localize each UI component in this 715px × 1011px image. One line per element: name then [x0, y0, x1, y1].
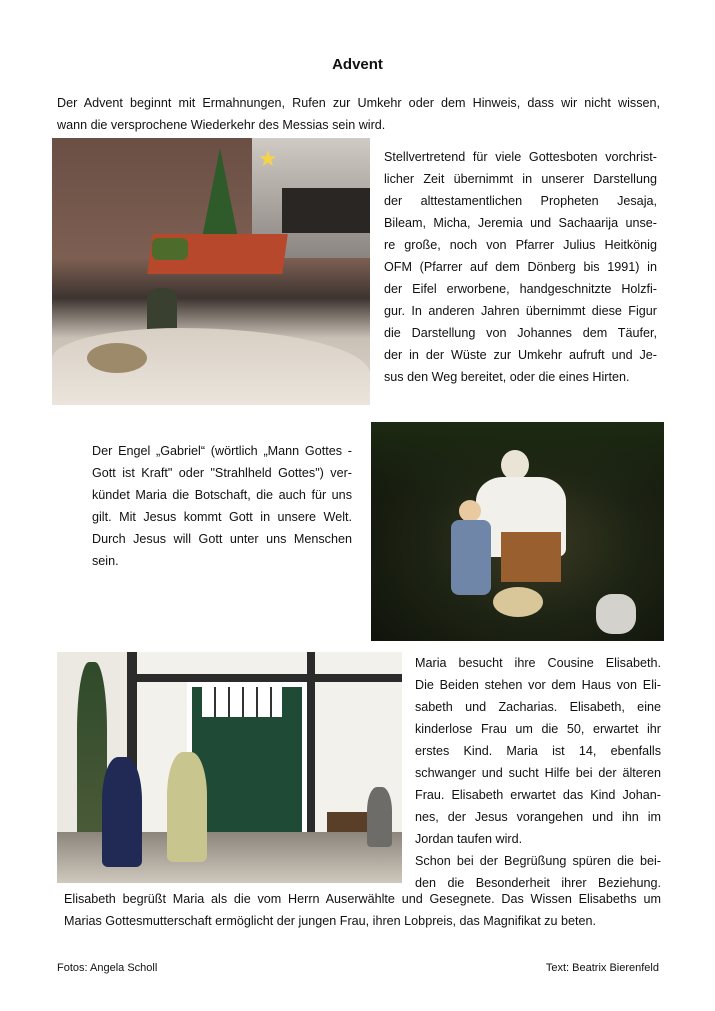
text-line: Frau. Elisabeth erwartet das Kind Johan- — [415, 788, 661, 802]
photo-visitation — [57, 652, 402, 883]
visitation-paragraph — [415, 652, 661, 894]
text-line: Elisabeth begrüßt Maria als die vom Herrn Auserwählte und Gesegnete. Das Wissen Elisabeths um — [64, 892, 661, 906]
photo-annunciation — [371, 422, 664, 641]
text-line: gilt. Mit Jesus kommt Gott in unsere Welt. — [92, 510, 352, 524]
intro-paragraph — [57, 92, 660, 136]
text-line: schwanger und sucht Hilfe bei der älteren — [415, 766, 661, 780]
text-line: OFM (Pfarrer auf dem Dönberg bis 1991) in — [384, 260, 657, 274]
text-line: Die Beiden stehen vor dem Haus von Eli- — [415, 678, 661, 692]
star-icon: ★ — [258, 146, 278, 171]
text-line: der in der Wüste zur Umkehr aufruft und Je- — [384, 348, 657, 362]
text-line: kinderlose Frau um die 50, erwartet ihr — [415, 722, 661, 736]
text-line: Maria besucht ihre Cousine Elisabeth. — [415, 656, 661, 670]
prophet-paragraph — [384, 146, 657, 388]
text-line: Stellvertretend für viele Gottesboten vorchrist- — [384, 150, 657, 164]
text-line: Der Engel „Gabriel“ (wörtlich „Mann Gottes - — [92, 444, 352, 458]
photo-prophet-figure — [52, 138, 370, 405]
text-line: die Darstellung von Johannes dem Täufer, — [384, 326, 657, 340]
text-line: sein. — [92, 554, 119, 568]
text-line: den die Besonderheit ihrer Beziehung. — [415, 876, 661, 890]
text-line: sus den Weg bereitet, oder die eines Hirten. — [384, 370, 630, 384]
text-line: sabeth und Zacharias. Elisabeth, eine — [415, 700, 661, 714]
text-credit: Text: Beatrix Bierenfeld — [545, 962, 659, 974]
text-line: Gott ist Kraft" oder "Strahlheld Gottes") ver- — [92, 466, 352, 480]
text-line: re große, noch von Pfarrer Julius Heitkönig — [384, 238, 657, 252]
text-line: Schon bei der Begrüßung spüren die bei- — [415, 854, 661, 868]
text-line: der alttestamentlichen Propheten Jesaja, — [384, 194, 657, 208]
text-line: Jordan taufen wird. — [415, 832, 523, 846]
photo-credit: Fotos: Angela Scholl — [57, 962, 158, 974]
text-line: gur. In anderen Jahren übernimmt diese Figur — [384, 304, 657, 318]
text-line: erstes Kind. Maria ist 14, ebenfalls — [415, 744, 661, 758]
page-title: Advent — [332, 56, 383, 73]
text-line: licher Zeit übernimmt in unserer Darstellung — [384, 172, 657, 186]
text-line: nes, der Jesus vorangehen und ihn im — [415, 810, 661, 824]
visitation-paragraph-continued — [64, 888, 661, 932]
text-line: Durch Jesus will Gott unter uns Menschen — [92, 532, 352, 546]
text-line: wann die versprochene Wiederkehr des Messias sein wird. — [57, 118, 386, 132]
gabriel-paragraph — [92, 440, 352, 572]
text-line: Der Advent beginnt mit Ermahnungen, Rufen zur Umkehr oder dem Hinweis, dass wir nicht wissen, — [57, 96, 660, 110]
text-line: Marias Gottesmutterschaft ermöglicht der jungen Frau, ihren Lobpreis, das Magnifikat zu beten. — [64, 914, 596, 928]
text-line: der Eifel erworbene, handgeschnitzte Holzfi- — [384, 282, 657, 296]
text-line: Bileam, Micha, Jeremia und Sachaarija unse- — [384, 216, 657, 230]
text-line: kündet Maria die Botschaft, die auch für uns — [92, 488, 352, 502]
